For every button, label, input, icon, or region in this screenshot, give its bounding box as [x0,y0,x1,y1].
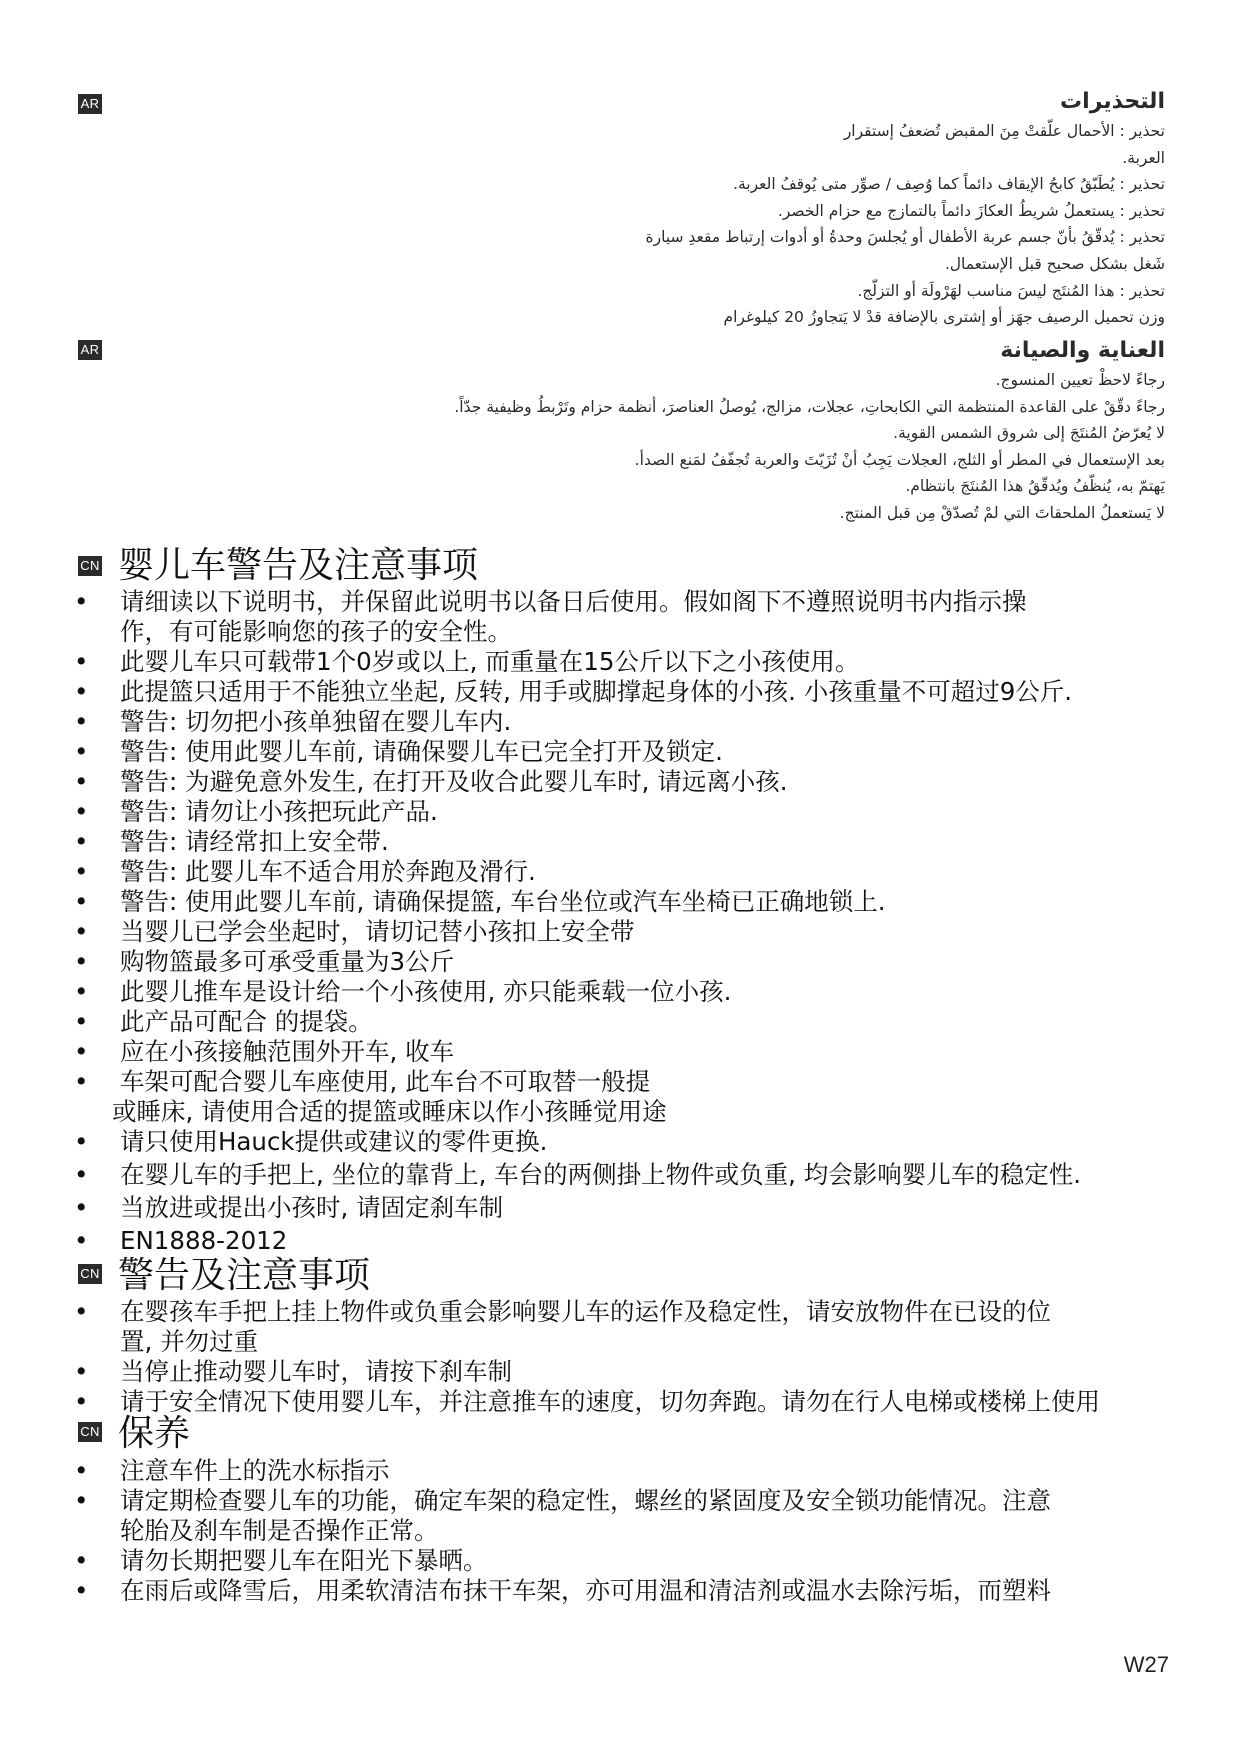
list-item: • 警告: 为避免意外发生, 在打开及收合此婴儿车时, 请远离小孩. [74,767,788,796]
arabic-warnings-line: تحذير : الأحمال علّقتْ مِنَ المقبض تُضعفُ إستقرار [843,122,1165,140]
arabic-warnings-line: تحذير : يستعملُ شريطُ العكازَ دائماً بالتمازج مع حزام الخصر. [777,201,1165,220]
arabic-warnings-line: تحذير : يُطَبّقُ كابحُ الإيقاف دائماً كما وُصِف / صوِّر متى يُوقفُ العربة. [733,175,1165,194]
list-item: • 警告: 切勿把小孩单独留在婴儿车内. [74,707,512,736]
language-badge-ar-warnings: AR [78,94,102,114]
arabic-warnings-line: شَغل بشكل صحيح قبل الإستعمال. [944,254,1165,273]
arabic-care-section [454,335,1165,527]
list-item: • 请定期检查婴儿车的功能，确定车架的稳定性，螺丝的紧固度及安全锁功能情况。注意 轮胎及刹车制是否操作正常。 [74,1486,1051,1545]
page-number: W27 [1123,1652,1169,1677]
cn-warnings-list [0,587,1241,1256]
list-item: • 此提篮只适用于不能独立坐起, 反转, 用手或脚撑起身体的小孩. 小孩重量不可超过9公斤. [74,677,1073,706]
list-item: • 当婴儿已学会坐起时，请切记替小孩扣上安全带 [74,917,635,946]
list-item: • EN1888-2012 [74,1226,288,1255]
list-item: • 购物篮最多可承受重量为3公斤 [74,947,455,976]
list-item: • 在婴儿车的手把上, 坐位的靠背上, 车台的两侧掛上物件或负重, 均会影响婴儿车的稳定性. [74,1160,1082,1189]
cn-cautions-title: 警告及注意事项 [118,1255,371,1296]
arabic-care-title: العناية والصيانة [1000,338,1165,363]
cn-cautions-list [0,1297,1241,1417]
list-item: • 警告: 请经常扣上安全带. [74,827,389,856]
arabic-care-line: بعد الإستعمال في المطر أو الثلج، العجلات يَجِبُ أنْ تُزَيّتَ والعربة تُجفّفُ لمَنع الصدأ. [634,450,1165,469]
arabic-warnings-title: التحذيرات [1060,89,1165,114]
list-item: • 警告: 使用此婴儿车前, 请确保婴儿车已完全打开及锁定. [74,737,723,766]
list-item: • 当停止推动婴儿车时，请按下刹车制 [74,1357,512,1386]
language-badge-ar-care: AR [78,340,102,360]
cn-care-list [0,1456,1241,1606]
arabic-warnings-line: تحذير : يُدقّقُ بأنّ جسم عربة الأطفال أو يُجلسَ وحدةُ أو أدوات إرتباط مقعدِ سيارة [645,228,1165,247]
list-item: • 此婴儿车只可载带1个0岁或以上, 而重量在15公斤以下之小孩使用。 [74,647,860,676]
list-item: • 请只使用Hauck提供或建议的零件更换. [74,1127,548,1156]
cn-care-title: 保养 [118,1413,191,1454]
list-item: • 警告: 请勿让小孩把玩此产品. [74,797,438,826]
list-item: • 此产品可配合 的提袋。 [74,1007,373,1036]
list-item: • 在雨后或降雪后，用柔软清洁布抹干车架，亦可用温和清洁剂或温水去除污垢，而塑料 [74,1576,1051,1605]
arabic-care-line: يَهتمّ به، يُنظّفُ ويُدقّقُ هذا المُنتَجَ بانتظام. [905,477,1165,496]
list-item: • 车架可配合婴儿车座使用, 此车台不可取替一般提 或睡床, 请使用合适的提篮或睡床以作小孩睡觉用途 [74,1067,667,1126]
list-item: • 警告: 使用此婴儿车前, 请确保提篮, 车台坐位或汽车坐椅已正确地锁上. [74,887,886,916]
arabic-care-line: رجاءً دقّقْ على القاعدة المنتظمة التي الكابحاتِ، عجلات، مزالج، يُوصلُ العناصرَ، أنظمة حزام وتَرْبطُ وظيفية جدّاً. [454,397,1165,416]
arabic-care-line: رجاءً لاحظْ تعيين المنسوج. [995,371,1165,389]
list-item: • 请于安全情况下使用婴儿车，并注意推车的速度，切勿奔跑。请勿在行人电梯或楼梯上使用 [74,1387,1100,1416]
arabic-care-line: لا يَستعملُ الملحقاتَ التي لمْ تُصدّقْ مِن قبل المنتج. [839,503,1165,522]
language-badge-cn-cautions: CN [78,1264,102,1284]
arabic-warnings-line: تحذير : هذا المُنتَج ليسَ مناسب لهَرْولَة أو التزلّج. [857,281,1165,300]
arabic-warnings-line: وزن تحميل الرصيف جهَز أو إشترى بالإضافة قدْ لا يَتجاوزُ 20 كيلوغرام [723,308,1165,327]
arabic-care-line: لا يُعرّضُ المُنتَجَ إلى شروق الشمس القوية. [893,424,1165,443]
list-item: • 请细读以下说明书，并保留此说明书以备日后使用。假如阁下不遵照说明书内指示操 作，有可能影响您的孩子的安全性。 [74,587,1027,646]
language-badge-cn-warnings: CN [78,556,102,576]
arabic-warnings-line: العربة. [1122,148,1165,167]
list-item: • 当放进或提出小孩时, 请固定刹车制 [74,1193,504,1222]
arabic-warnings-section [646,86,1166,331]
list-item: • 警告: 此婴儿车不适合用於奔跑及滑行. [74,857,536,886]
list-item: • 请勿长期把婴儿车在阳光下暴晒。 [74,1546,488,1575]
list-item: • 注意车件上的洗水标指示 [74,1456,390,1485]
language-badge-cn-care: CN [78,1422,102,1442]
list-item: • 此婴儿推车是设计给一个小孩使用, 亦只能乘载一位小孩. [74,977,732,1006]
list-item: • 应在小孩接触范围外开车, 收车 [74,1037,455,1066]
cn-warnings-title: 婴儿车警告及注意事项 [118,545,479,586]
list-item: • 在婴孩车手把上挂上物件或负重会影响婴儿车的运作及稳定性，请安放物件在已设的位 置, 并勿过重 [74,1297,1051,1356]
